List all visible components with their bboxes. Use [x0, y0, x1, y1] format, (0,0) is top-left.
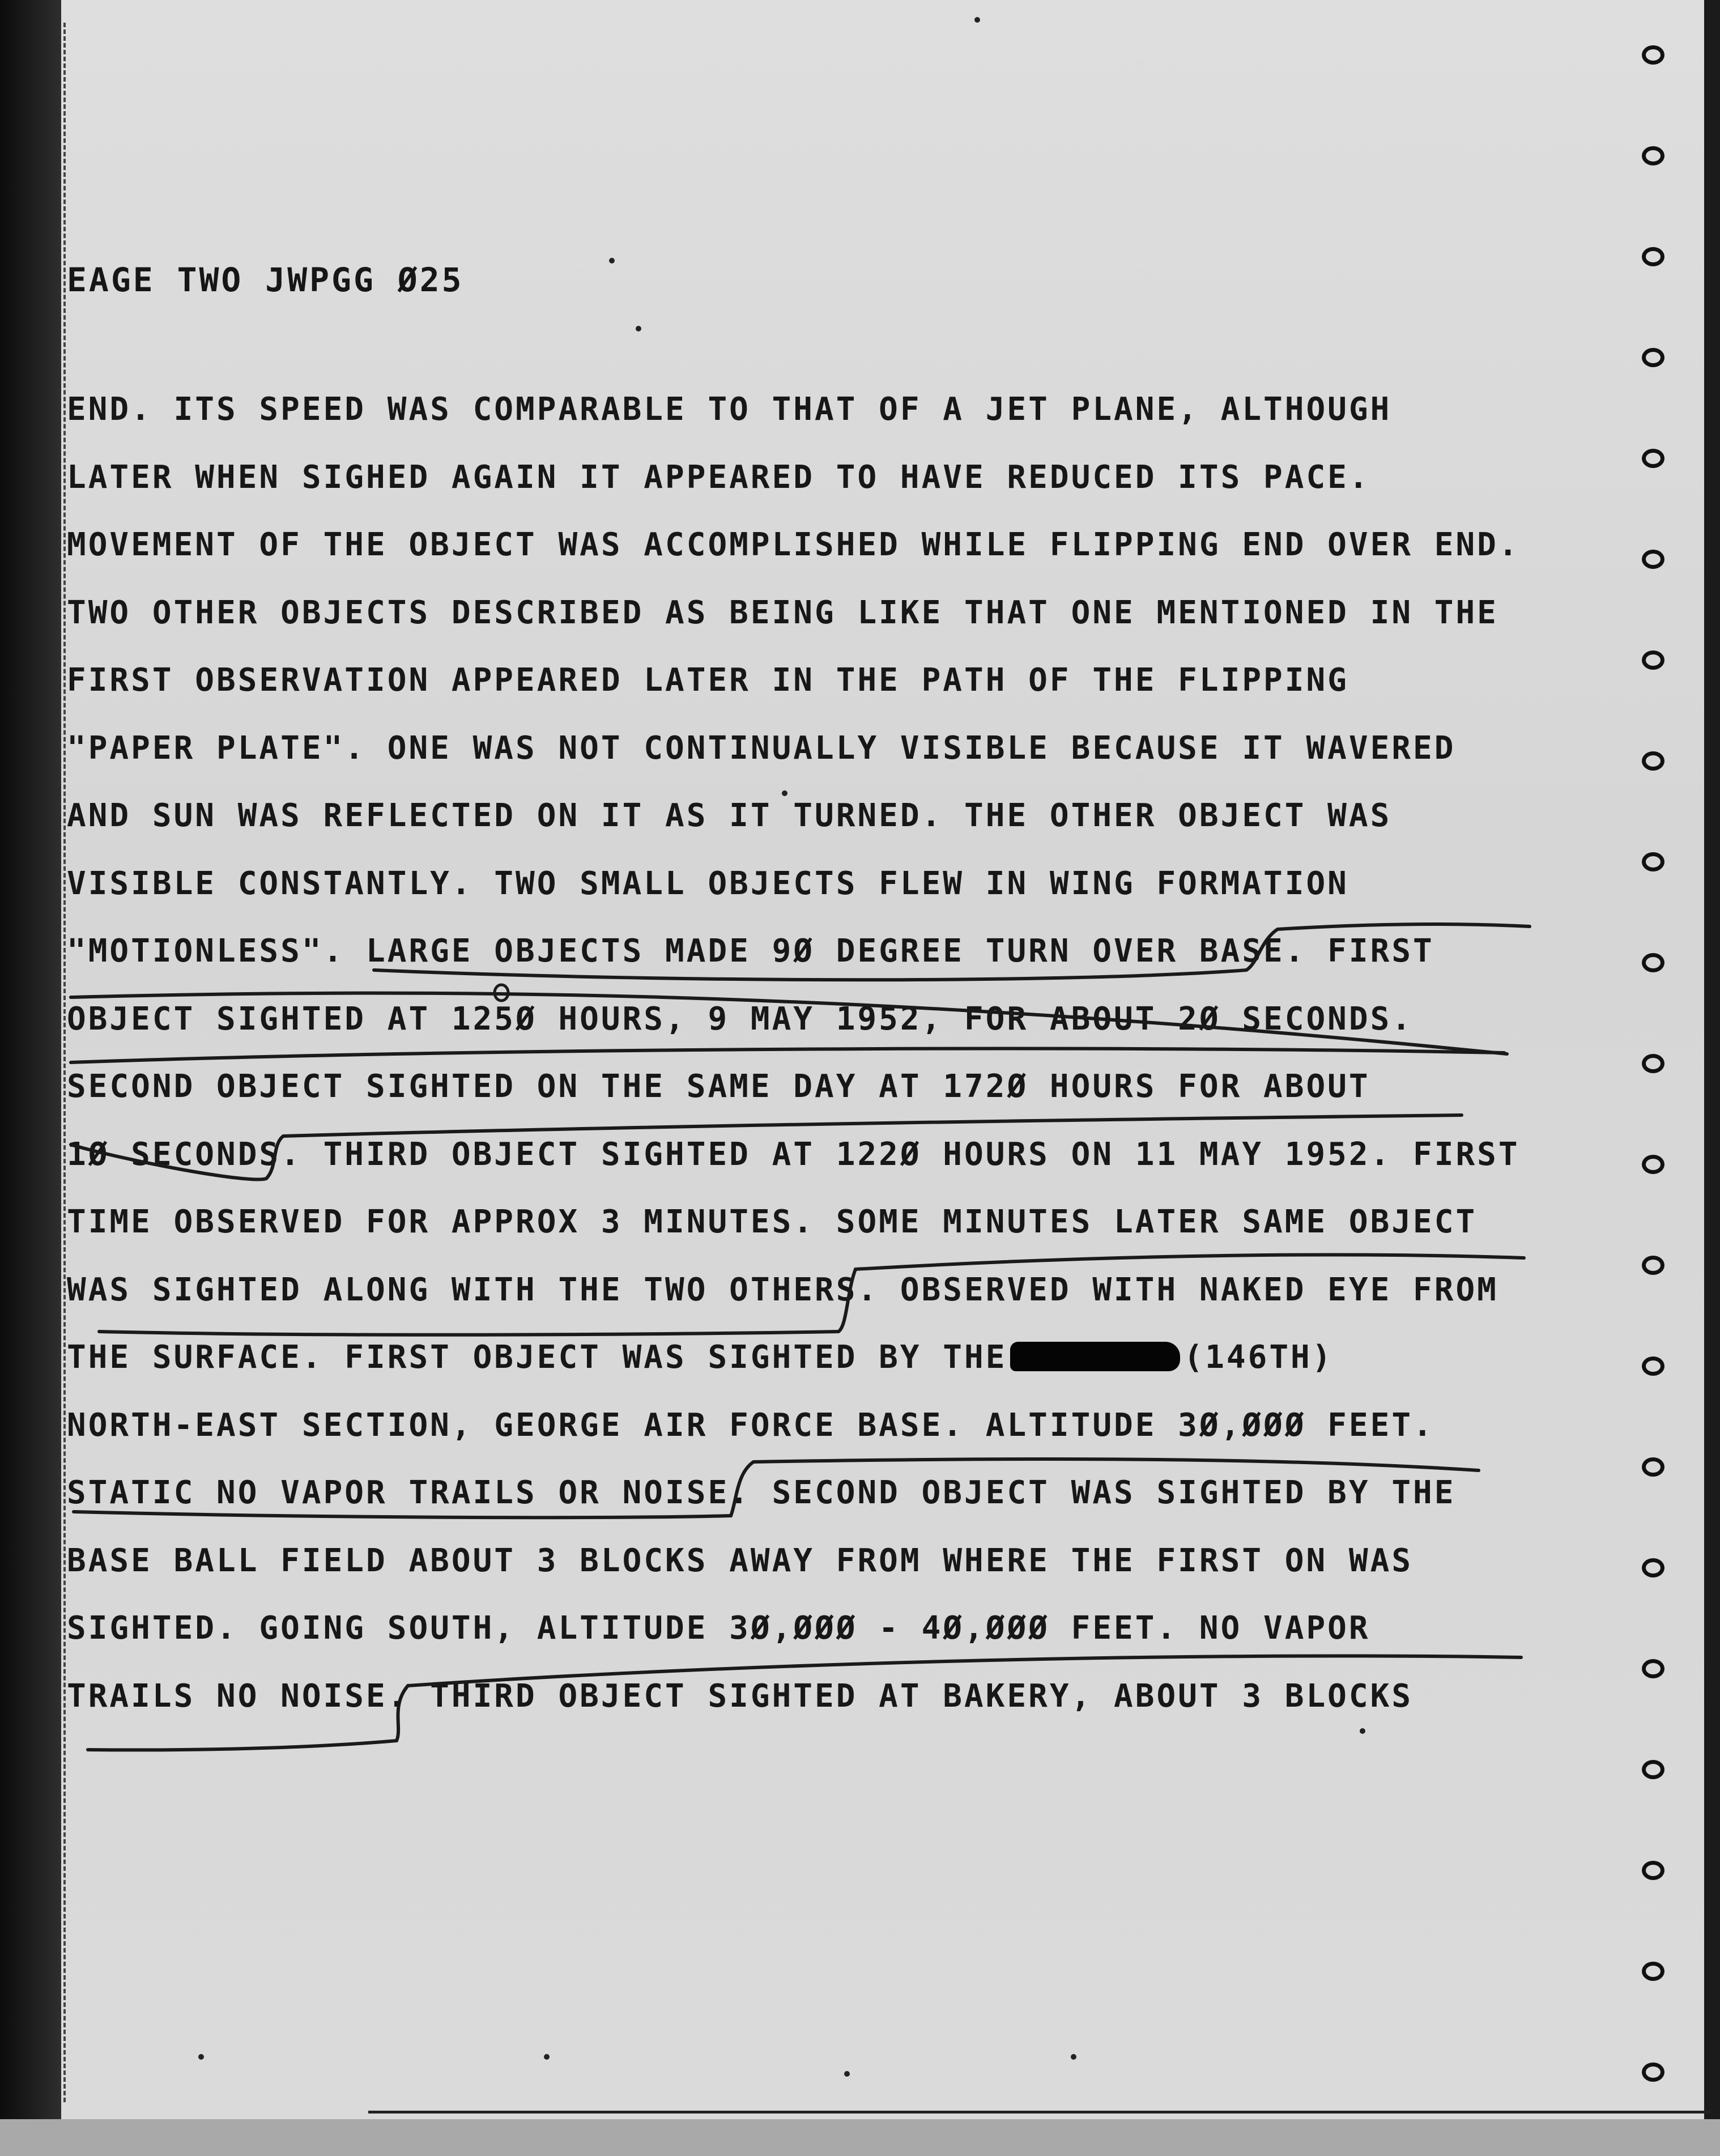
dust-speck	[974, 17, 980, 23]
underline-mark	[71, 993, 1507, 1054]
text-line: AND SUN WAS REFLECTED ON IT AS IT TURNED. THE OTHER OBJECT WAS	[67, 797, 1392, 834]
dust-speck	[1360, 1728, 1365, 1734]
underline-mark	[99, 1255, 1524, 1335]
text-line: TRAILS NO NOISE. THIRD OBJECT SIGHTED AT BAKERY, ABOUT 3 BLOCKS	[67, 1677, 1414, 1715]
text-line: BASE BALL FIELD ABOUT 3 BLOCKS AWAY FROM WHERE THE FIRST ON WAS	[67, 1542, 1414, 1579]
underline-mark	[74, 1459, 1479, 1517]
text-line: FIRST OBSERVATION APPEARED LATER IN THE PATH OF THE FLIPPING	[67, 662, 1349, 699]
text-line: TIME OBSERVED FOR APPROX 3 MINUTES. SOME MINUTES LATER SAME OBJECT	[67, 1204, 1478, 1240]
dust-speck	[1071, 2054, 1076, 2060]
underline-mark	[88, 1656, 1521, 1750]
text-line: MOVEMENT OF THE OBJECT WAS ACCOMPLISHED WHILE FLIPPING END OVER END.	[67, 526, 1520, 563]
dust-speck	[636, 326, 641, 331]
text-line: WAS SIGHTED ALONG WITH THE TWO OTHERS. OBSERVED WITH NAKED EYE FROM	[67, 1271, 1498, 1308]
text-line: SIGHTED. GOING SOUTH, ALTITUDE 3Ø,ØØØ - 4Ø,ØØØ FEET. NO VAPOR	[67, 1610, 1370, 1647]
dust-speck	[844, 2071, 850, 2077]
text-line: "PAPER PLATE". ONE WAS NOT CONTINUALLY VISIBLE BECAUSE IT WAVERED	[67, 729, 1456, 767]
text-line: SECOND OBJECT SIGHTED ON THE SAME DAY AT 172Ø HOURS FOR ABOUT	[67, 1068, 1370, 1105]
text-line: OBJECT SIGHTED AT 125Ø HOURS, 9 MAY 1952, FOR ABOUT 2Ø SECONDS.	[67, 1000, 1414, 1037]
text-line: VISIBLE CONSTANTLY. TWO SMALL OBJECTS FLEW IN WING FORMATION	[67, 865, 1349, 902]
underline-mark	[71, 1115, 1462, 1180]
text-line: NORTH-EAST SECTION, GEORGE AIR FORCE BASE. ALTITUDE 3Ø,ØØØ FEET.	[67, 1406, 1434, 1444]
dust-speck	[609, 258, 615, 263]
page-header: EAGE TWO JWPGG Ø25	[67, 261, 464, 299]
dust-speck	[782, 790, 787, 796]
text-line: "MOTIONLESS". LARGE OBJECTS MADE 9Ø DEGREE TURN OVER BASE. FIRST	[67, 933, 1434, 969]
text-line: STATIC NO VAPOR TRAILS OR NOISE. SECOND OBJECT WAS SIGHTED BY THE	[67, 1474, 1456, 1511]
text-line: 1Ø SECONDS. THIRD OBJECT SIGHTED AT 122Ø HOURS ON 11 MAY 1952. FIRST	[67, 1136, 1520, 1173]
text-line: END. ITS SPEED WAS COMPARABLE TO THAT OF A JET PLANE, ALTHOUGH	[67, 391, 1392, 428]
text-line: TWO OTHER OBJECTS DESCRIBED AS BEING LIKE THAT ONE MENTIONED IN THE	[67, 594, 1498, 631]
dust-speck	[198, 2054, 204, 2060]
text-line: LATER WHEN SIGHED AGAIN IT APPEARED TO HAVE REDUCED ITS PACE.	[67, 458, 1370, 496]
text-segment: (146TH)	[1183, 1339, 1334, 1376]
underline-mark	[71, 1049, 1504, 1062]
text-segment: THE SURFACE. FIRST OBJECT WAS SIGHTED BY THE	[67, 1339, 1007, 1376]
dust-speck	[544, 2054, 550, 2060]
underline-mark	[374, 924, 1530, 980]
